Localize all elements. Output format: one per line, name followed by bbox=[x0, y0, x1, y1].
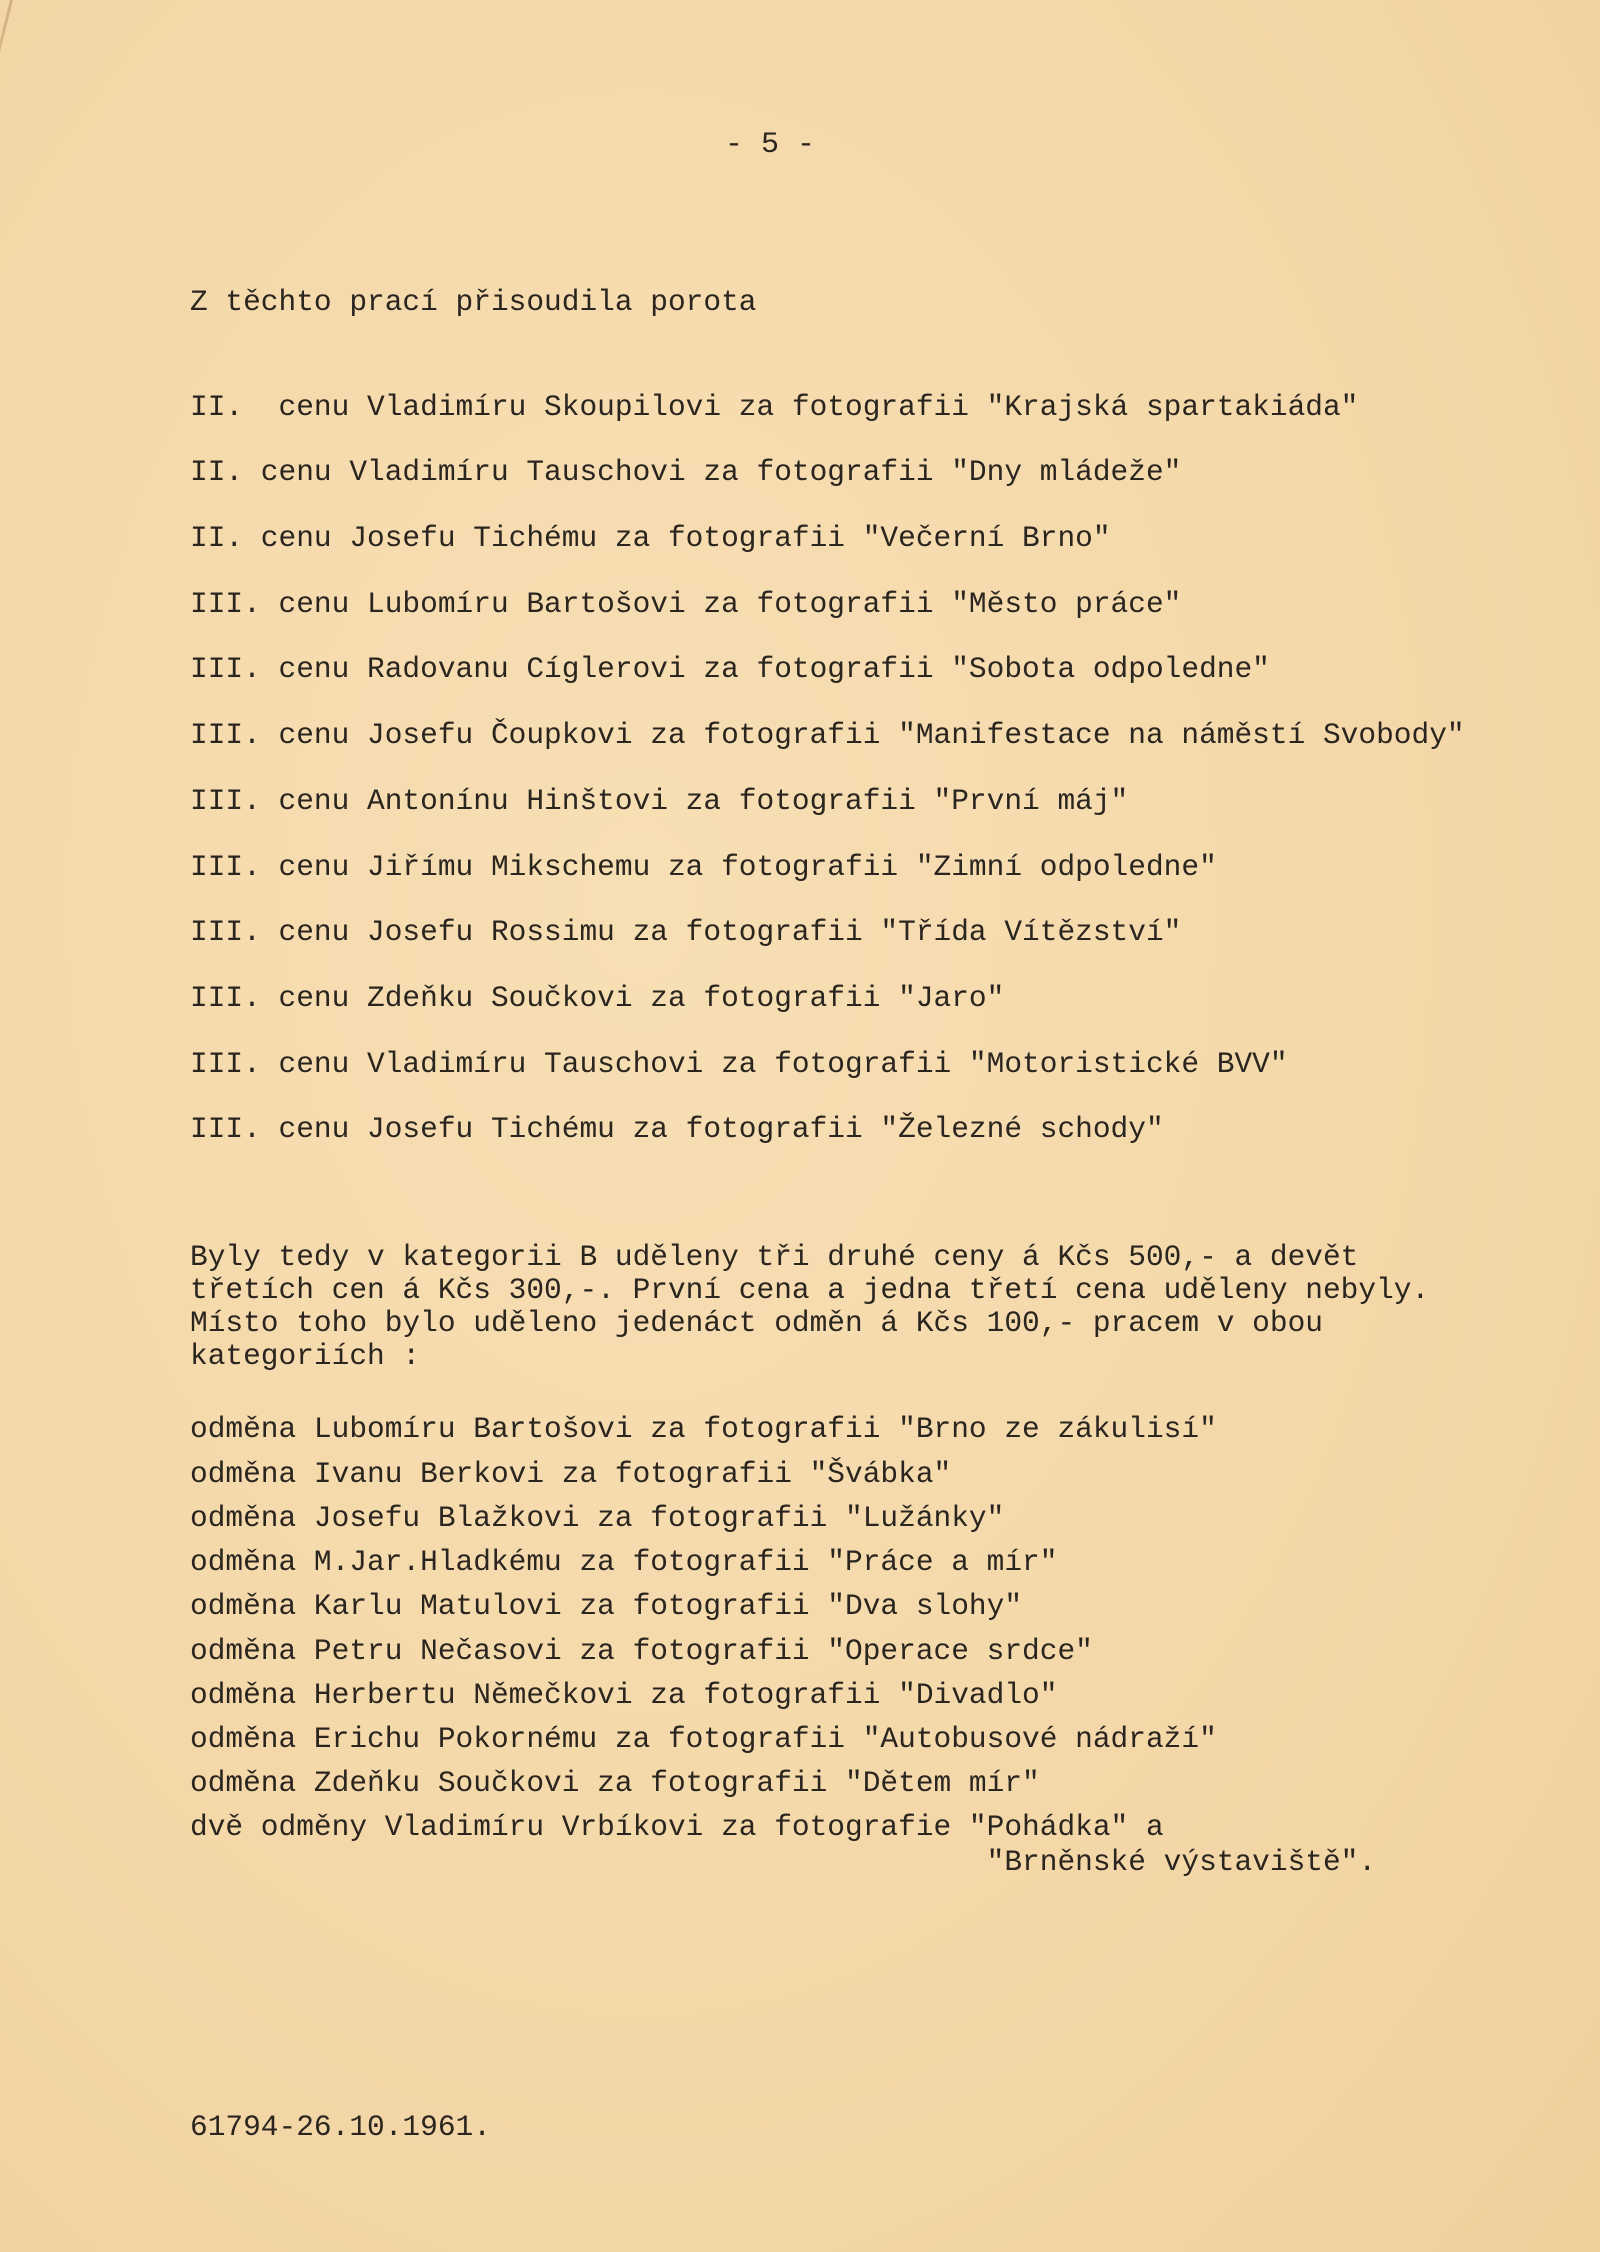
reward-line: dvě odměny Vladimíru Vrbíkovi za fotografie "Pohádka" a bbox=[190, 1810, 1164, 1844]
document-footer-id: 61794-26.10.1961. bbox=[190, 2110, 491, 2144]
reward-line: odměna M.Jar.Hladkému za fotografii "Práce a mír" bbox=[190, 1545, 1058, 1579]
reward-line: "Brněnské výstaviště". bbox=[190, 1845, 1377, 1879]
prize-line: II. cenu Josefu Tichému za fotografii "Večerní Brno" bbox=[190, 521, 1111, 555]
prize-line: III. cenu Radovanu Cíglerovi za fotografii "Sobota odpoledne" bbox=[190, 652, 1270, 686]
reward-line: odměna Herbertu Němečkovi za fotografii "Divadlo" bbox=[190, 1678, 1058, 1712]
prize-line: III. cenu Antonínu Hinštovi za fotografii "První máj" bbox=[190, 784, 1129, 818]
reward-line: odměna Josefu Blažkovi za fotografii "Lužánky" bbox=[190, 1501, 1005, 1535]
page-number: - 5 - bbox=[724, 128, 815, 162]
prize-line: III. cenu Jiřímu Mikschemu za fotografii "Zimní odpoledne" bbox=[190, 850, 1217, 884]
prize-line: III. cenu Lubomíru Bartošovi za fotografii "Město práce" bbox=[190, 587, 1182, 621]
prize-line: II. cenu Vladimíru Skoupilovi za fotografii "Krajská spartakiáda" bbox=[190, 390, 1359, 424]
reward-line: odměna Erichu Pokornému za fotografii "Autobusové nádraží" bbox=[190, 1722, 1217, 1756]
reward-line: odměna Lubomíru Bartošovi za fotografii "Brno ze zákulisí" bbox=[190, 1412, 1217, 1446]
prize-line: III. cenu Josefu Tichému za fotografii "Železné schody" bbox=[190, 1112, 1164, 1146]
summary-line: kategoriích : bbox=[190, 1339, 421, 1373]
prize-line: II. cenu Vladimíru Tauschovi za fotografii "Dny mládeže" bbox=[190, 455, 1182, 489]
prize-line: III. cenu Vladimíru Tauschovi za fotografii "Motoristické BVV" bbox=[190, 1047, 1288, 1081]
prize-line: III. cenu Zdeňku Součkovi za fotografii "Jaro" bbox=[190, 981, 1005, 1015]
prize-line: III. cenu Josefu Rossimu za fotografii "Třída Vítězství" bbox=[190, 915, 1182, 949]
prize-line: III. cenu Josefu Čoupkovi za fotografii "Manifestace na náměstí Svobody" bbox=[190, 718, 1465, 752]
summary-line: Místo toho bylo uděleno jedenáct odměn á Kčs 100,- pracem v obou bbox=[190, 1306, 1323, 1340]
reward-line: odměna Zdeňku Součkovi za fotografii "Dětem mír" bbox=[190, 1766, 1040, 1800]
summary-line: třetích cen á Kčs 300,-. První cena a jedna třetí cena uděleny nebyly. bbox=[190, 1273, 1430, 1307]
intro-text: Z těchto prací přisoudila porota bbox=[190, 285, 757, 319]
summary-line: Byly tedy v kategorii B uděleny tři druhé ceny á Kčs 500,- a devět bbox=[190, 1240, 1359, 1274]
reward-line: odměna Ivanu Berkovi za fotografii "Švábka" bbox=[190, 1457, 952, 1491]
reward-line: odměna Karlu Matulovi za fotografii "Dva slohy" bbox=[190, 1589, 1023, 1623]
reward-line: odměna Petru Nečasovi za fotografii "Operace srdce" bbox=[190, 1634, 1093, 1668]
